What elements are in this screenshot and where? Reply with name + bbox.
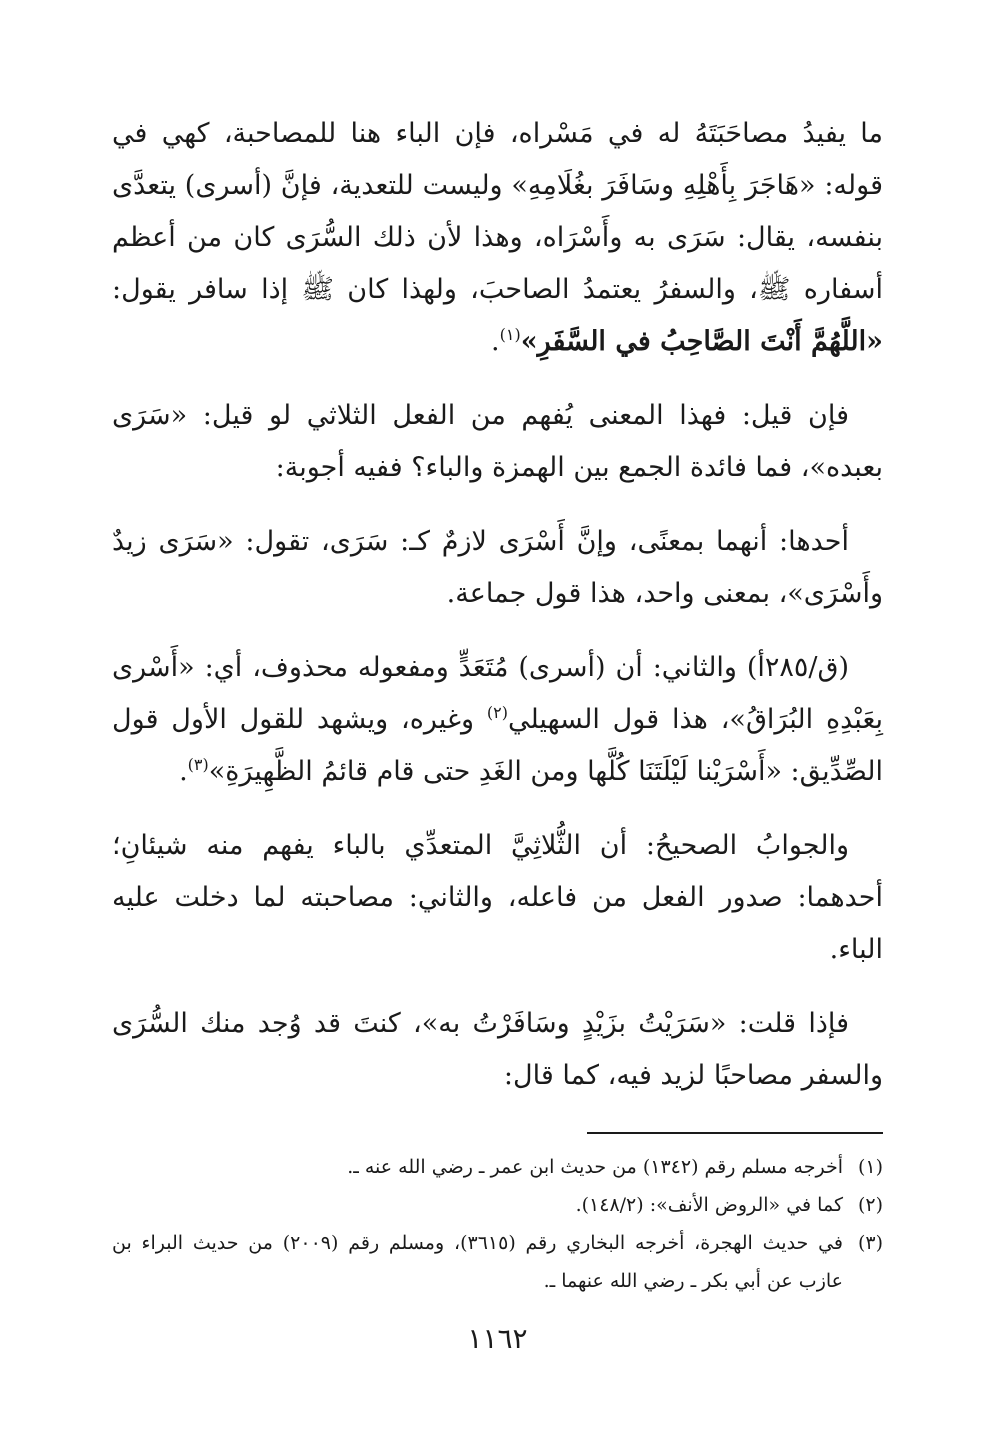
footnote-text: في حديث الهجرة، أخرجه البخاري رقم (٣٦١٥)، ومسلم رقم (٢٠٠٩) من حديث البراء بن عازب عن أبي بكر ـ رضي الله عنهما ـ.	[112, 1232, 844, 1292]
footnote-2	[112, 1186, 883, 1224]
footnote-number: (٣)	[857, 1232, 883, 1254]
paragraph-5: والجوابُ الصحيحُ: أن الثُّلاثِيَّ المتعدِّي بالباء يفهم منه شيئانِ؛ أحدهما: صدور الفعل من فاعله، والثاني: مصاحبته لما دخلت عليه الباء.	[112, 830, 883, 965]
footnote-number: (٢)	[857, 1194, 883, 1216]
footnote-divider	[587, 1132, 883, 1134]
main-text	[112, 108, 883, 1102]
paragraph-6: فإذا قلت: «سَرَيْتُ بزَيْدٍ وسَافَرْتُ به»، كنتَ قد وُجد منك السُّرَى والسفر مصاحبًا لزيد فيه، كما قال:	[112, 1008, 883, 1091]
footnote-3	[112, 1224, 883, 1300]
quoted-dua: «اللَّهُمَّ أَنْتَ الصَّاحِبُ في السَّفَرِ»	[520, 326, 883, 357]
footnote-number: (١)	[857, 1156, 883, 1178]
footnotes	[112, 1148, 883, 1300]
footnote-ref-1[interactable]: (١)	[499, 325, 521, 344]
page-number: ١١٦٢	[467, 1322, 528, 1355]
footnote-ref-3[interactable]: (٣)	[187, 755, 209, 774]
paragraph-4: (ق/٢٨٥أ) والثاني: أن (أسرى) مُتَعَدٍّ ومفعوله محذوف، أي: «أَسْرى بِعَبْدِهِ البُرَاقُ»، هذا قول السهيلي$^{(٢)}$ وغيره، ويشهد للقول الأول قول الصِّدِّيق: «أَسْرَيْنا لَيْلَتَنَا كُلَّها ومن الغَدِ حتى قام قائمُ الظَّهِيرَةِ»$^{(٣)}$.	[112, 652, 883, 787]
paragraph-1: ما يفيدُ مصاحَبَتَهُ له في مَسْراه، فإن الباء هنا للمصاحبة، كهي في قوله: «هَاجَرَ بِأَهْلِهِ وسَافَرَ بغُلَامِهِ» وليست للتعدية، فإنَّ (أسرى) يتعدَّى بنفسه، يقال: سَرَى به وأَسْرَاه، وهذا لأن ذلك السُّرَى كان من أعظم أسفاره ﷺ، والسفرُ يعتمدُ الصاحبَ، ولهذا كان ﷺ إذا سافر يقول: «اللَّهُمَّ أَنْتَ الصَّاحِبُ في السَّفَرِ»$^{(١)}$.	[112, 118, 883, 357]
paragraph-2: فإن قيل: فهذا المعنى يُفهم من الفعل الثلاثي لو قيل: «سَرَى بعبده»، فما فائدة الجمع بين الهمزة والباء؟ ففيه أجوبة:	[112, 400, 883, 483]
footnote-text: كما في «الروض الأنف»: (١٤٨/٢).	[575, 1194, 843, 1216]
paragraph-3: أحدها: أنهما بمعنًى، وإنَّ أَسْرَى لازمٌ كـ: سَرَى، تقول: «سَرَى زيدٌ وأَسْرَى»، بمعنى واحد، هذا قول جماعة.	[112, 526, 883, 609]
footnote-ref-2[interactable]: (٢)	[486, 703, 508, 722]
footnote-1	[112, 1148, 883, 1186]
footnote-text: أخرجه مسلم رقم (١٣٤٢) من حديث ابن عمر ـ رضي الله عنه ـ.	[347, 1156, 843, 1178]
